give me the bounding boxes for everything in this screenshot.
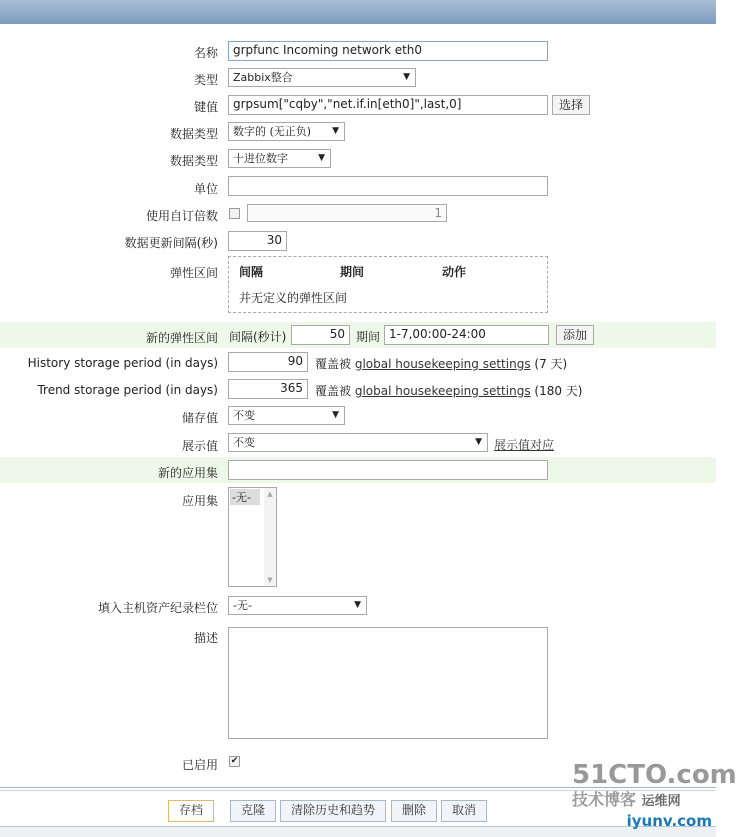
new-flex-interval-input[interactable]: 50 bbox=[291, 325, 350, 345]
name-label: 名称 bbox=[193, 46, 218, 60]
empty-message: 并无定义的弹性区间 bbox=[239, 291, 348, 305]
show-value-value: 不变 bbox=[233, 436, 255, 449]
apps-option[interactable]: -无- bbox=[230, 489, 260, 505]
select-key-button[interactable]: 选择 bbox=[552, 95, 590, 115]
type-label: 类型 bbox=[193, 73, 218, 87]
watermark-text: 技术博客 bbox=[572, 790, 637, 809]
add-flex-button[interactable]: 添加 bbox=[556, 325, 594, 345]
new-flex-period-input[interactable]: 1-7,00:00-24:00 bbox=[384, 325, 549, 345]
housekeeping-link[interactable]: global housekeeping settings bbox=[354, 357, 531, 371]
type-value: Zabbix整合 bbox=[233, 71, 293, 84]
enabled-checkbox[interactable]: ✔ bbox=[230, 756, 239, 766]
chevron-down-icon: ▼ bbox=[332, 410, 339, 420]
chevron-down-icon: ▼ bbox=[332, 126, 339, 136]
value-mapping-link[interactable]: 展示值对应 bbox=[494, 438, 555, 452]
multiplier-input[interactable]: 1 bbox=[247, 204, 447, 222]
watermark-text: iyunv.com bbox=[626, 812, 712, 830]
history-input[interactable]: 90 bbox=[228, 352, 308, 372]
column-header: 间隔 bbox=[239, 265, 264, 279]
key-input[interactable]: grpsum["cqby","net.if.in[eth0]",last,0] bbox=[228, 95, 548, 115]
chevron-down-icon: ▼ bbox=[403, 72, 410, 82]
type-select[interactable] bbox=[228, 68, 416, 87]
units-label: 单位 bbox=[193, 182, 218, 196]
interval-label: 数据更新间隔(秒) bbox=[124, 236, 218, 250]
units-input[interactable] bbox=[228, 176, 548, 196]
history-note: (7 天) bbox=[534, 357, 568, 371]
history-label: History storage period (in days) bbox=[27, 356, 218, 370]
chevron-down-icon: ▼ bbox=[318, 153, 325, 163]
override-text: 覆盖被 bbox=[315, 357, 352, 371]
trend-input[interactable]: 365 bbox=[228, 379, 308, 399]
cancel-button[interactable]: 取消 bbox=[441, 800, 487, 822]
trend-label: Trend storage period (in days) bbox=[37, 383, 218, 397]
data-type-label: 数据类型 bbox=[169, 127, 218, 141]
delete-button[interactable]: 删除 bbox=[391, 800, 437, 822]
show-value-select[interactable] bbox=[228, 433, 488, 452]
new-flex-label: 新的弹性区间 bbox=[145, 331, 218, 345]
inventory-value: -无- bbox=[233, 599, 252, 612]
store-value-value: 不变 bbox=[233, 409, 255, 422]
new-flex-interval-label: 间隔(秒计) bbox=[229, 330, 287, 344]
show-value-label: 展示值 bbox=[181, 439, 218, 453]
store-value-select[interactable] bbox=[228, 406, 345, 425]
data-format-select[interactable] bbox=[228, 149, 331, 168]
apps-label: 应用集 bbox=[181, 494, 218, 508]
trend-note: (180 天) bbox=[534, 384, 583, 398]
header-bar bbox=[0, 0, 716, 24]
new-app-input[interactable] bbox=[228, 460, 548, 480]
name-input[interactable]: grpfunc Incoming network eth0 bbox=[228, 41, 548, 61]
apps-listbox[interactable] bbox=[228, 487, 277, 587]
trend-override bbox=[315, 382, 583, 399]
interval-input[interactable]: 30 bbox=[228, 231, 287, 251]
enabled-label: 已启用 bbox=[181, 758, 218, 772]
flex-intervals-table bbox=[228, 256, 548, 313]
clear-history-button[interactable]: 清除历史和趋势 bbox=[280, 800, 386, 822]
description-label: 描述 bbox=[193, 631, 218, 645]
multiplier-label: 使用自订倍数 bbox=[145, 209, 218, 223]
watermark-logo bbox=[572, 760, 737, 836]
description-textarea[interactable] bbox=[228, 627, 548, 739]
clone-button[interactable]: 克隆 bbox=[230, 800, 276, 822]
flex-label: 弹性区间 bbox=[169, 266, 218, 280]
watermark-text: 运维网 bbox=[641, 794, 681, 809]
history-override bbox=[315, 355, 567, 372]
new-flex-period-label: 期间 bbox=[356, 330, 381, 344]
housekeeping-link[interactable]: global housekeeping settings bbox=[354, 384, 531, 398]
chevron-down-icon: ▼ bbox=[354, 600, 361, 610]
key-label: 键值 bbox=[193, 100, 218, 114]
scrollbar[interactable]: ▲ ▼ bbox=[264, 488, 276, 586]
data-format-value: 十进位数字 bbox=[233, 152, 288, 165]
chevron-down-icon: ▼ bbox=[475, 437, 482, 447]
data-type-select[interactable] bbox=[228, 122, 345, 141]
data-format-label: 数据类型 bbox=[169, 154, 218, 168]
data-type-value: 数字的 (无正负) bbox=[233, 125, 312, 138]
store-value-label: 储存值 bbox=[181, 411, 218, 425]
new-app-label: 新的应用集 bbox=[157, 466, 218, 480]
override-text: 覆盖被 bbox=[315, 384, 352, 398]
inventory-select[interactable] bbox=[228, 596, 367, 615]
multiplier-checkbox[interactable] bbox=[229, 208, 240, 219]
inventory-label: 填入主机资产纪录栏位 bbox=[97, 601, 218, 615]
watermark-text: 51CTO.com bbox=[572, 760, 737, 790]
save-button[interactable]: 存档 bbox=[168, 800, 214, 822]
column-header: 期间 bbox=[340, 265, 365, 279]
column-header: 动作 bbox=[442, 265, 467, 279]
